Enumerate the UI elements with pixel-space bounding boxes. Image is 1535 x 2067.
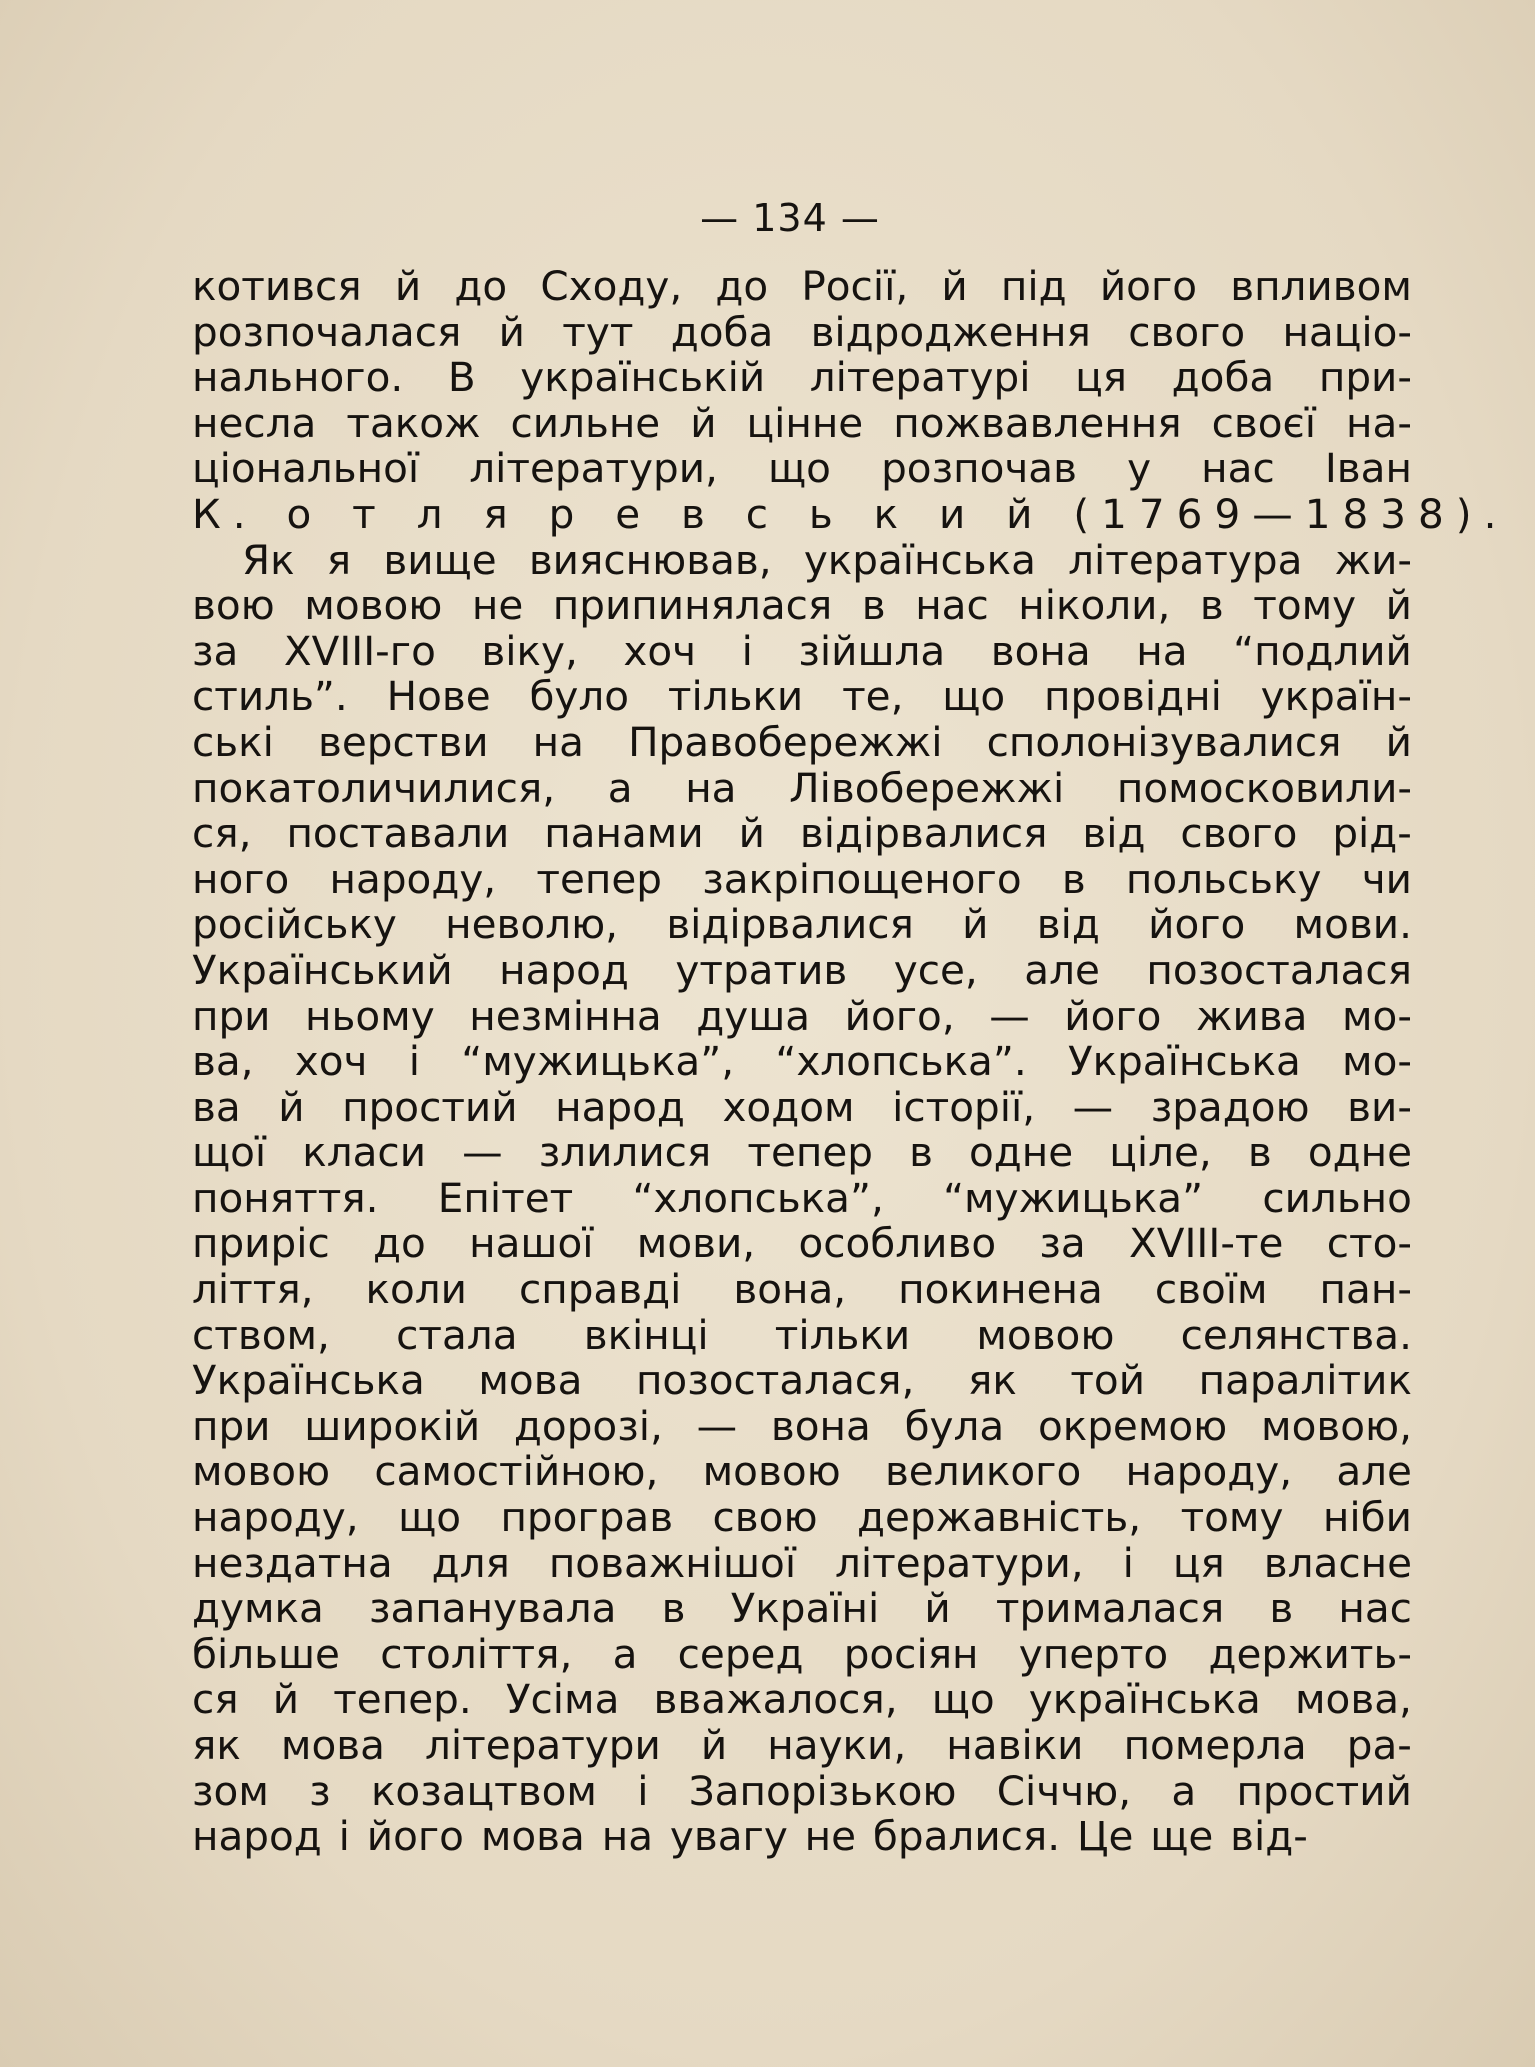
text-line [192, 1310, 1412, 1359]
word: свого [1128, 307, 1246, 356]
word: віку, [481, 626, 578, 675]
word: польську [1125, 854, 1322, 903]
word: Епітет [437, 1173, 574, 1222]
word: літературі [809, 353, 1031, 402]
word: Запорізькою [688, 1766, 957, 1815]
word: вважалося, [653, 1675, 898, 1724]
page-number: — 134 — [700, 196, 880, 240]
word: за [192, 626, 239, 675]
word: Українська [1067, 1037, 1301, 1086]
word: жи- [1334, 535, 1412, 584]
word: зом [192, 1766, 269, 1815]
word: й [690, 398, 717, 447]
word: Січчю, [996, 1766, 1132, 1815]
word: що [398, 1493, 462, 1542]
word: ціле, [1109, 1128, 1212, 1177]
word: самостійною, [374, 1447, 659, 1496]
word: навіки [946, 1721, 1084, 1769]
word: українській [520, 353, 766, 402]
word: ного [192, 854, 290, 903]
word: в [1269, 1584, 1294, 1633]
word: вою [192, 581, 275, 630]
word: літератури [425, 1721, 661, 1769]
word: й [394, 262, 422, 310]
word: дорозі, [513, 1401, 663, 1450]
word: померла [1123, 1721, 1307, 1769]
word: від [1082, 809, 1146, 858]
word: відірвалися [799, 809, 1048, 858]
word: сильно [1262, 1173, 1412, 1222]
word: сто- [1326, 1219, 1412, 1268]
word: мо- [1342, 1037, 1412, 1086]
word: зрадою [1150, 1082, 1310, 1131]
text-line [192, 1221, 1412, 1267]
text-line [192, 1677, 1412, 1723]
word: була [904, 1401, 1005, 1450]
word: рід- [1332, 809, 1412, 858]
word: Нове [386, 672, 491, 721]
word: цінне [746, 398, 864, 447]
word: я [326, 535, 352, 584]
word: а [607, 763, 633, 812]
word: сполонізувалися [986, 717, 1342, 766]
word: XVIII-те [1129, 1219, 1284, 1268]
word: тому [1253, 581, 1357, 630]
word: покатоличилися, [192, 763, 556, 812]
word: ра- [1346, 1721, 1412, 1769]
word: до [454, 262, 508, 310]
word: народ [555, 1082, 685, 1131]
word: ходом [722, 1082, 855, 1131]
word: усе, [893, 945, 978, 994]
word: ся [192, 1675, 239, 1724]
word: нездатна [192, 1538, 393, 1587]
word: літератури, [835, 1538, 1084, 1587]
word: від [1036, 900, 1100, 949]
text-line [192, 446, 1412, 492]
word: і [1122, 1538, 1134, 1587]
word: те, [842, 672, 904, 721]
word: своєї [1211, 398, 1317, 447]
word: помосковили- [1116, 763, 1412, 812]
word: на [1136, 626, 1188, 675]
word: нас [1201, 444, 1275, 493]
word: закріпощеного [702, 854, 1022, 903]
text-line [192, 1267, 1412, 1313]
word: припинялася [552, 581, 833, 630]
word: власне [1263, 1538, 1412, 1587]
word: злилися [538, 1128, 712, 1177]
word: панами [544, 809, 704, 858]
text-line [192, 674, 1412, 720]
word: ські [192, 717, 274, 766]
text-line [192, 535, 1412, 584]
word: що [942, 672, 1006, 721]
word: ніколи, [1018, 581, 1171, 630]
word: коли [365, 1265, 467, 1314]
word: вкінці [583, 1310, 709, 1359]
text-line [192, 626, 1412, 675]
word: історії, [892, 1082, 1036, 1131]
text-line [192, 1358, 1412, 1404]
word: й [278, 1082, 305, 1131]
word: душа [696, 991, 811, 1040]
word: й [700, 1721, 728, 1769]
word: “подлий [1233, 626, 1412, 675]
word: “мужицька”, [461, 1037, 735, 1086]
word: пан- [1319, 1265, 1412, 1314]
word: поставали [286, 809, 510, 858]
word: козацтвом [370, 1766, 597, 1815]
text-line [192, 307, 1412, 356]
word: націо- [1282, 307, 1412, 356]
word: зійшла [798, 626, 946, 675]
word: ціональної [192, 444, 420, 493]
word: його [1064, 991, 1162, 1040]
word: ніби [1322, 1493, 1412, 1542]
word: — [462, 1128, 503, 1177]
word: за [1039, 1219, 1086, 1268]
word: українська [803, 535, 1036, 584]
word: простий [342, 1082, 518, 1131]
word: розпочав [881, 444, 1077, 493]
word: й [962, 900, 989, 949]
text-line [192, 1130, 1412, 1176]
word: під [1000, 262, 1067, 310]
text-line [192, 811, 1412, 857]
word: хоч [294, 1037, 368, 1086]
text-line [192, 355, 1412, 401]
text-line [192, 264, 1412, 310]
word: й [498, 307, 525, 356]
word: мовою [304, 581, 443, 630]
word: в [661, 1584, 686, 1633]
word: а [1171, 1766, 1197, 1815]
word: впливом [1230, 262, 1412, 310]
word: ством, [192, 1310, 330, 1359]
word: на [532, 717, 584, 766]
word: ва, [192, 1037, 254, 1086]
word: народ [499, 945, 629, 994]
word: й [272, 1675, 300, 1724]
word: ця [1075, 353, 1128, 402]
word: — [696, 1401, 738, 1450]
word: нального. [192, 353, 404, 402]
word: трималася [995, 1584, 1225, 1633]
word: як [967, 1356, 1017, 1405]
word: століття, [380, 1629, 573, 1678]
word: для [431, 1538, 510, 1587]
word: що [931, 1675, 995, 1724]
word: Іван [1324, 444, 1412, 493]
text-line [192, 1586, 1412, 1632]
word: нашої [469, 1219, 594, 1268]
word: розпочалася [192, 307, 462, 356]
word: тут [562, 307, 634, 356]
word: XVIII-го [283, 626, 436, 675]
word: мовою [192, 1447, 331, 1496]
word: Сходу, [540, 262, 683, 310]
word: класи [302, 1128, 427, 1177]
word: його [1148, 900, 1246, 949]
word: не [471, 581, 524, 630]
text-line [192, 854, 1412, 903]
word: як [192, 1721, 241, 1769]
word: на [685, 763, 737, 812]
word: сильне [510, 398, 661, 447]
word: Правобережжі [628, 717, 943, 766]
word: особливо [798, 1219, 997, 1268]
word: мовою [702, 1447, 841, 1496]
word: жива [1195, 991, 1308, 1040]
word: провідні [1044, 672, 1222, 721]
word: тепер [747, 1128, 873, 1177]
word: науки, [767, 1721, 907, 1769]
word: народу, [192, 1493, 359, 1542]
text-line [192, 1401, 1412, 1450]
word: “хлопська”, [632, 1173, 884, 1222]
word: В [447, 353, 476, 402]
word: стала [396, 1310, 518, 1359]
word: мова [280, 1721, 385, 1769]
word: росіян [843, 1629, 979, 1678]
text-line [192, 1173, 1412, 1222]
word: відірвалися [666, 900, 914, 949]
word: пожвавлення [893, 398, 1182, 447]
text-line [192, 1723, 1412, 1769]
word: при [192, 991, 271, 1040]
word: в [861, 581, 886, 630]
word: верстви [317, 717, 489, 766]
word: його [1099, 262, 1198, 310]
word: одне [969, 1128, 1074, 1177]
word: великого [884, 1447, 1082, 1496]
word: мова, [1295, 1675, 1412, 1724]
word: але [1024, 945, 1100, 994]
word: стиль”. [192, 672, 348, 721]
text-line [192, 763, 1412, 812]
word: література [1068, 535, 1303, 584]
word: Україні [730, 1584, 880, 1633]
word: і [741, 626, 753, 675]
word: нас [1338, 1584, 1412, 1633]
word: мова [478, 1356, 583, 1405]
word: украïн- [1260, 672, 1412, 721]
word: мовою, [1261, 1401, 1412, 1450]
body-text [192, 262, 1509, 1861]
word: в [1199, 581, 1224, 630]
word: в [909, 1128, 933, 1177]
word: запанувала [368, 1584, 617, 1633]
word: тільки [774, 1310, 911, 1359]
word: ся, [192, 809, 252, 858]
word: “мужицька” [943, 1173, 1204, 1222]
text-line [192, 902, 1412, 948]
word: Український [192, 945, 453, 994]
word: але [1336, 1447, 1412, 1496]
word: поважнішої [548, 1538, 797, 1587]
word: в [1247, 1128, 1272, 1177]
word: його, [844, 991, 955, 1040]
text-line [192, 717, 1412, 766]
word: серед [677, 1629, 804, 1678]
word: своїм [1154, 1265, 1268, 1314]
word: також [346, 398, 481, 447]
word: Усіма [505, 1675, 620, 1724]
word: паралітик [1198, 1356, 1412, 1405]
word: відродження [810, 307, 1091, 356]
text-line [192, 1082, 1412, 1131]
word: Українська [192, 1356, 425, 1405]
word: приріс [192, 1219, 330, 1268]
word: ліття, [192, 1265, 314, 1314]
word: доба [1171, 353, 1275, 402]
word: до [373, 1219, 426, 1268]
word: було [529, 672, 630, 721]
word: щої [192, 1128, 267, 1177]
word: Як [242, 535, 295, 584]
word: державність, [856, 1493, 1142, 1542]
text-line [192, 945, 1412, 994]
word: “хлопська”. [775, 1037, 1027, 1086]
word: несла [192, 398, 317, 447]
word: вона, [733, 1265, 847, 1314]
word: в [1061, 854, 1086, 903]
word: мови, [636, 1219, 756, 1268]
word: одне [1307, 1128, 1412, 1177]
word: уперто [1018, 1629, 1169, 1678]
word: окремою [1037, 1401, 1228, 1450]
word: вона [990, 626, 1091, 675]
text-line: К. о т л я р е в с ь к и й (1769—1838). [192, 489, 1509, 538]
word: мови. [1293, 900, 1412, 949]
word: тільки [667, 672, 804, 721]
word: на- [1346, 398, 1412, 447]
word: й [941, 262, 968, 310]
word: думка [192, 1584, 324, 1633]
word: й [738, 809, 765, 858]
word: справді [518, 1265, 682, 1314]
word: котився [192, 262, 362, 310]
word: українська [1028, 1675, 1261, 1724]
word: ви- [1347, 1082, 1412, 1131]
text-line [192, 991, 1412, 1040]
word: до [715, 262, 769, 310]
word: Росії, [801, 262, 909, 310]
word: програв [500, 1493, 674, 1542]
word: — [1072, 1082, 1114, 1131]
word: доба [670, 307, 774, 356]
word: незмінна [469, 991, 662, 1040]
word: Лівобережжі [789, 763, 1065, 812]
word: — [989, 991, 1030, 1040]
word: нас [915, 581, 989, 630]
word: свою [712, 1493, 818, 1542]
word: мо- [1342, 991, 1412, 1040]
word: і [637, 1766, 649, 1815]
word: широкій [304, 1401, 481, 1450]
word: ва [192, 1082, 241, 1131]
word: вище [383, 535, 497, 584]
word: покинена [898, 1265, 1103, 1314]
word: вона [770, 1401, 871, 1450]
word: чи [1361, 854, 1412, 903]
word: поняття. [192, 1173, 379, 1222]
word: у [1127, 444, 1152, 493]
word: вияснював, [528, 535, 772, 584]
word: що [768, 444, 831, 493]
word: з [309, 1766, 331, 1815]
word: при- [1318, 353, 1412, 402]
text-line [192, 583, 1412, 629]
word: тому [1180, 1493, 1284, 1542]
text-line [192, 398, 1412, 447]
word: тепер. [333, 1675, 472, 1724]
text-line [192, 1538, 1412, 1587]
word: селянства. [1180, 1310, 1412, 1359]
text-line [192, 1449, 1412, 1495]
word: ця [1172, 1538, 1225, 1587]
text-line: народ і його мова на увагу не бралися. Це ще від- [192, 1812, 1308, 1861]
word: хоч [623, 626, 697, 675]
word: народу, [1125, 1447, 1293, 1496]
word: і [408, 1037, 420, 1086]
word: а [612, 1629, 638, 1678]
word: при [192, 1401, 271, 1450]
word: й [1385, 717, 1412, 766]
word: літератури, [469, 444, 718, 493]
word: ньому [305, 991, 435, 1040]
text-line [192, 1495, 1412, 1541]
word: простий [1236, 1766, 1412, 1815]
word: той [1070, 1356, 1146, 1405]
word: тепер [536, 854, 662, 903]
text-line [192, 1039, 1412, 1085]
text-line [192, 1766, 1412, 1815]
word: мовою [976, 1310, 1115, 1359]
text-line [192, 1629, 1412, 1678]
word: позосталася [1146, 945, 1412, 994]
word: утратив [675, 945, 848, 994]
word: й [924, 1584, 951, 1633]
word: держить- [1208, 1629, 1412, 1678]
word: свого [1180, 809, 1298, 858]
word: неволю, [445, 900, 619, 949]
word: більше [192, 1629, 340, 1678]
word: й [1385, 581, 1412, 630]
word: російську [192, 900, 397, 949]
word: позосталася, [635, 1356, 915, 1405]
word: народу, [329, 854, 497, 903]
